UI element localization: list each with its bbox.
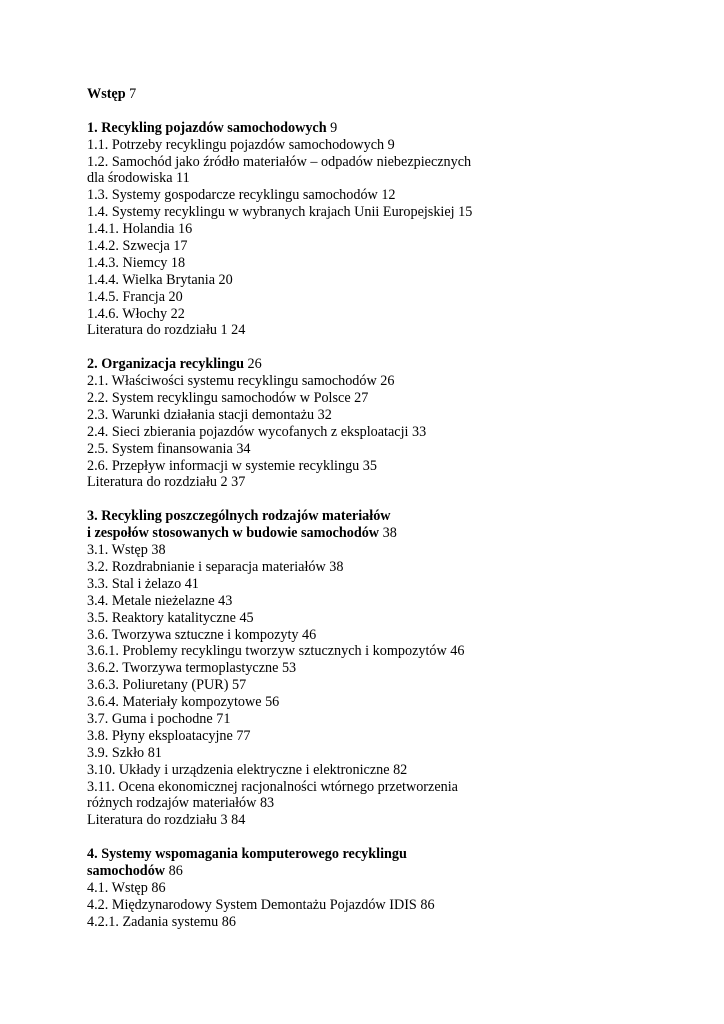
chapter-1-heading — [87, 120, 687, 137]
toc-entry: 2.2. System recyklingu samochodów w Polsce 27 — [87, 390, 369, 407]
toc-entry: 3.6. Tworzywa sztuczne i kompozyty 46 — [87, 626, 317, 643]
chapter-3-heading — [87, 525, 687, 542]
toc-entry: 3.5. Reaktory katalityczne 45 — [87, 609, 254, 626]
section-gap — [87, 339, 687, 356]
chapter-2-page: 26 — [247, 356, 262, 373]
toc-entry: 1.4. Systemy recyklingu w wybranych krajach Unii Europejskiej 15 — [87, 204, 473, 221]
toc-entry: 3.4. Metale nieżelazne 43 — [87, 592, 233, 609]
toc-entry: 1.4.1. Holandia 16 — [87, 221, 193, 238]
chapter-1-title: 1. Recykling pojazdów samochodowych — [87, 119, 327, 136]
toc-entry: 2.5. System finansowania 34 — [87, 440, 251, 457]
toc-entry: 3.2. Rozdrabnianie i separacja materiałów 38 — [87, 558, 344, 575]
toc-entry: 3.6.2. Tworzywa termoplastyczne 53 — [87, 660, 297, 677]
chapter-4-title-line-1: 4. Systemy wspomagania komputerowego recyklingu — [87, 846, 407, 863]
toc-entry: dla środowiska 11 — [87, 170, 190, 187]
toc-intro-heading — [87, 86, 687, 103]
toc-entry: 3.6.3. Poliuretany (PUR) 57 — [87, 677, 247, 694]
toc-entry: 2.1. Właściwości systemu recyklingu samochodów 26 — [87, 373, 395, 390]
toc-entry: 1.4.3. Niemcy 18 — [87, 254, 186, 271]
section-gap — [87, 829, 687, 846]
chapter-2-heading — [87, 356, 687, 373]
toc-entry: 3.6.1. Problemy recyklingu tworzyw sztucznych i kompozytów 46 — [87, 643, 465, 660]
chapter-2-title: 2. Organizacja recyklingu — [87, 356, 244, 373]
chapter-3-page: 38 — [382, 525, 397, 542]
toc-entry: 3.7. Guma i pochodne 71 — [87, 710, 231, 727]
toc-entry: 1.2. Samochód jako źródło materiałów – odpadów niebezpiecznych — [87, 153, 472, 170]
chapter-1-page: 9 — [330, 119, 338, 136]
chapter-1 — [87, 120, 687, 340]
chapter-4 — [87, 846, 687, 930]
toc-entry: 3.11. Ocena ekonomicznej racjonalności wtórnego przetworzenia — [87, 778, 458, 795]
toc-entry: różnych rodzajów materiałów 83 — [87, 795, 275, 812]
chapter-4-page: 86 — [168, 862, 183, 879]
chapter-3-title-line-1: 3. Recykling poszczególnych rodzajów materiałów — [87, 508, 391, 525]
toc-entry: 3.9. Szkło 81 — [87, 744, 162, 761]
toc-entry: 2.4. Sieci zbierania pojazdów wycofanych z eksploatacji 33 — [87, 423, 427, 440]
toc-entry: 1.3. Systemy gospodarcze recyklingu samochodów 12 — [87, 187, 396, 204]
toc-entry: 3.10. Układy i urządzenia elektryczne i elektroniczne 82 — [87, 761, 408, 778]
toc-entry: 3.1. Wstęp 38 — [87, 542, 166, 559]
toc-entry: 1.4.4. Wielka Brytania 20 — [87, 271, 233, 288]
toc-intro-title: Wstęp — [87, 86, 126, 102]
toc-intro-page: 7 — [129, 86, 137, 102]
toc-entry: 3.6.4. Materiały kompozytowe 56 — [87, 694, 280, 711]
toc-entry: 1.4.5. Francja 20 — [87, 288, 183, 305]
toc-entry: 1.4.6. Włochy 22 — [87, 305, 185, 322]
toc-entry: Literatura do rozdziału 1 24 — [87, 322, 246, 339]
chapter-4-heading — [87, 863, 687, 880]
toc-entry: 4.2. Międzynarodowy System Demontażu Pojazdów IDIS 86 — [87, 896, 435, 913]
toc-entry: 2.6. Przepływ informacji w systemie recyklingu 35 — [87, 457, 377, 474]
toc-entry: 1.4.2. Szwecja 17 — [87, 238, 188, 255]
toc-entry: 3.3. Stal i żelazo 41 — [87, 575, 199, 592]
section-gap — [87, 103, 687, 120]
toc-entry: Literatura do rozdziału 3 84 — [87, 812, 246, 829]
toc-entry: 1.1. Potrzeby recyklingu pojazdów samochodowych 9 — [87, 136, 395, 153]
section-gap — [87, 491, 687, 508]
toc-entry: 3.8. Płyny eksploatacyjne 77 — [87, 727, 251, 744]
toc-entry: 2.3. Warunki działania stacji demontażu 32 — [87, 406, 332, 423]
chapter-3 — [87, 508, 687, 829]
chapter-2 — [87, 356, 687, 491]
table-of-contents — [87, 86, 687, 931]
toc-entry: Literatura do rozdziału 2 37 — [87, 474, 246, 491]
toc-entry: 4.1. Wstęp 86 — [87, 879, 166, 896]
chapter-4-title-line-2: samochodów — [87, 862, 166, 879]
toc-entry: 4.2.1. Zadania systemu 86 — [87, 913, 236, 930]
chapter-3-title-line-2: i zespołów stosowanych w budowie samochodów — [87, 525, 380, 542]
